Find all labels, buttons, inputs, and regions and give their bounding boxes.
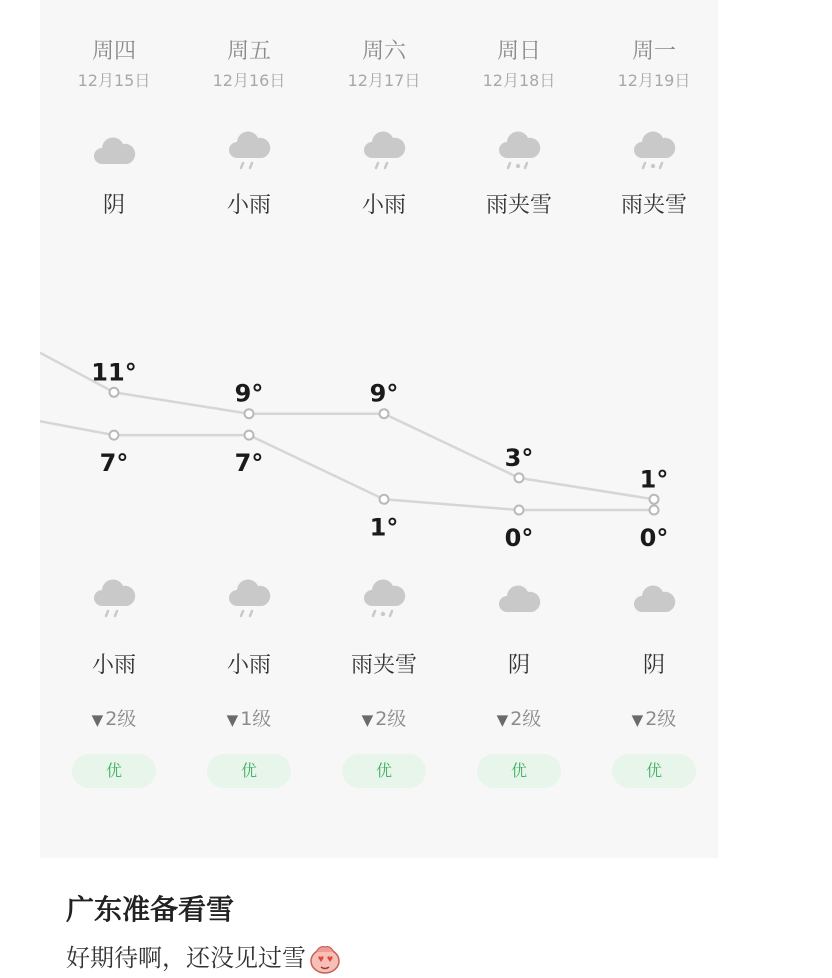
overcast-cloud-icon (495, 576, 543, 624)
low-temperature-label: 7° (234, 449, 264, 478)
air-quality-badge: 优 (72, 754, 156, 788)
heart-eyes-emoji-icon (308, 942, 342, 976)
high-temperature-label: 1° (639, 465, 669, 494)
date-label: 12月17日 (347, 71, 421, 90)
date-label: 12月18日 (482, 71, 556, 90)
high-temperature-label: 9° (369, 379, 399, 408)
day-condition: 雨夹雪 (485, 193, 552, 218)
wind-level (464, 704, 574, 731)
forecast-panel (40, 0, 718, 858)
day-condition: 小雨 (361, 193, 406, 218)
night-condition: 阴 (507, 653, 530, 678)
wind-direction-arrow-icon: ▼ (496, 711, 509, 729)
air-quality-badge: 优 (612, 754, 696, 788)
night-condition: 雨夹雪 (350, 653, 417, 678)
wind-level-text: 1级 (240, 708, 272, 730)
wind-direction-arrow-icon: ▼ (91, 711, 104, 729)
low-temperature-label: 7° (99, 449, 129, 478)
light-rain-icon (360, 128, 408, 176)
day-condition: 阴 (102, 193, 125, 218)
overcast-cloud-icon (630, 576, 678, 624)
high-temperature-label: 11° (91, 358, 137, 387)
light-rain-icon (225, 576, 273, 624)
high-temperature-label: 9° (234, 379, 264, 408)
weekday-label: 周日 (496, 39, 541, 64)
wind-level (329, 704, 439, 731)
wind-level (194, 704, 304, 731)
forecast-day-column (464, 0, 574, 858)
wind-level-text: 2级 (105, 708, 137, 730)
wind-level-text: 2级 (375, 708, 407, 730)
post-body (66, 938, 342, 976)
low-temperature-label: 0° (639, 524, 669, 552)
post-body-text: 好期待啊，还没见过雪 (66, 944, 306, 972)
light-rain-icon (225, 128, 273, 176)
night-condition: 小雨 (91, 653, 136, 678)
sleet-icon (495, 128, 543, 176)
sleet-icon (360, 576, 408, 624)
wind-direction-arrow-icon: ▼ (361, 711, 374, 729)
wind-level (599, 704, 709, 731)
night-condition: 小雨 (226, 653, 271, 678)
day-condition: 雨夹雪 (620, 193, 687, 218)
day-condition: 小雨 (226, 193, 271, 218)
wind-direction-arrow-icon: ▼ (631, 711, 644, 729)
overcast-cloud-icon (90, 128, 138, 176)
air-quality-badge: 优 (207, 754, 291, 788)
wind-direction-arrow-icon: ▼ (226, 711, 239, 729)
weekday-label: 周一 (631, 39, 676, 64)
weekday-label: 周四 (91, 39, 136, 64)
wind-level (59, 704, 169, 731)
sleet-icon (630, 128, 678, 176)
air-quality-badge: 优 (477, 754, 561, 788)
forecast-day-column (194, 0, 304, 858)
light-rain-icon (90, 576, 138, 624)
wind-level-text: 2级 (510, 708, 542, 730)
weekday-label: 周五 (226, 39, 271, 64)
date-label: 12月19日 (617, 71, 691, 90)
forecast-day-column (599, 0, 709, 858)
date-label: 12月15日 (77, 71, 151, 90)
low-temperature-label: 1° (369, 513, 399, 542)
night-condition: 阴 (642, 653, 665, 678)
post-title: 广东准备看雪 (66, 893, 235, 926)
forecast-day-column (59, 0, 169, 858)
forecast-day-column (329, 0, 439, 858)
low-temperature-label: 0° (504, 524, 534, 552)
air-quality-badge: 优 (342, 754, 426, 788)
high-temperature-label: 3° (504, 443, 534, 472)
date-label: 12月16日 (212, 71, 286, 90)
wind-level-text: 2级 (645, 708, 677, 730)
weekday-label: 周六 (361, 39, 406, 64)
